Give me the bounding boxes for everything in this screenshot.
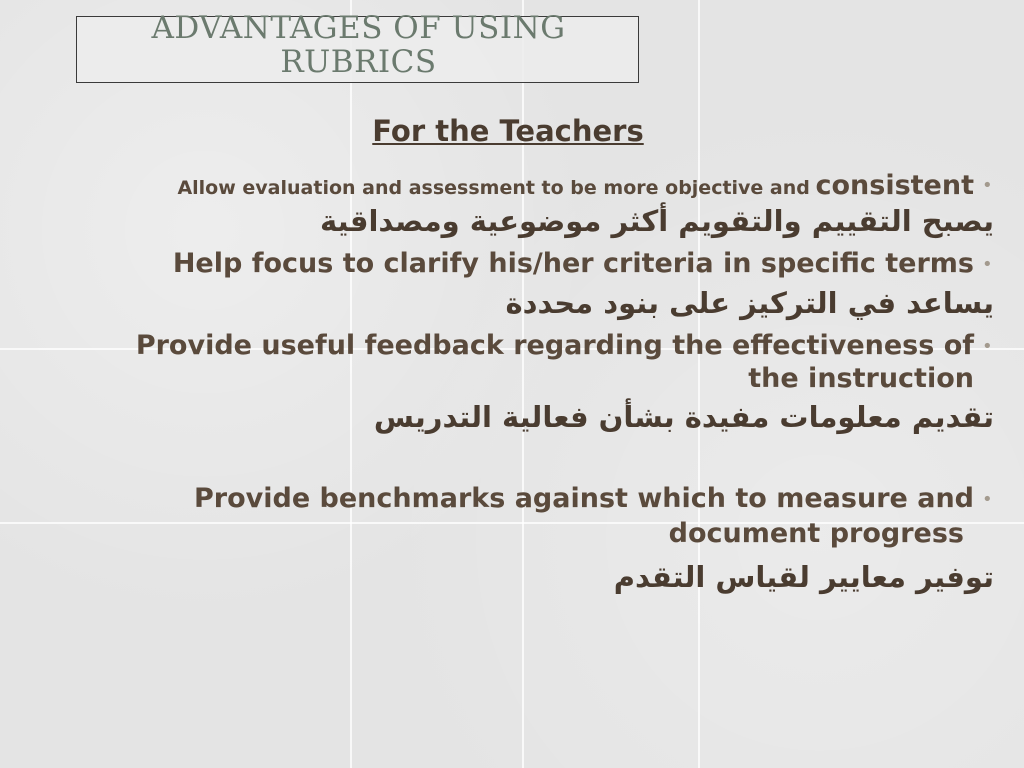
bullet-point-1: •	[982, 175, 993, 196]
point-2-english: Help focus to clarify his/her criteria in specific terms	[172, 248, 974, 279]
bullet-point-3: •	[982, 336, 993, 357]
point-4-english-line2: document progress	[668, 518, 964, 549]
point-1-arabic: يصبح التقييم والتقويم أكثر موضوعية ومصداقية	[320, 204, 994, 238]
slide-title	[77, 11, 640, 79]
point-1-english-part1: Allow evaluation and assessment to be more objective and	[177, 177, 810, 199]
point-4-arabic: توفير معايير لقياس التقدم	[613, 560, 994, 594]
point-1-english	[177, 170, 974, 201]
point-3-arabic: تقديم معلومات مفيدة بشأن فعالية التدريس	[373, 400, 994, 434]
title-box	[76, 10, 639, 83]
point-3-english-line1: Provide useful feedback regarding the effectiveness of	[135, 330, 974, 361]
bullet-point-4: •	[982, 489, 993, 510]
section-heading: For the Teachers	[372, 114, 644, 148]
point-4-english-line1: Provide benchmarks against which to measure and	[193, 483, 974, 514]
slide-title-line2: RUBRICS	[280, 44, 437, 80]
point-1-english-part2: consistent	[815, 170, 974, 201]
slide-title-line1: ADVANTAGES OF USING	[151, 10, 566, 46]
point-2-arabic: يساعد في التركيز على بنود محددة	[505, 286, 994, 320]
bullet-point-2: •	[982, 254, 993, 275]
point-3-english-line2: the instruction	[748, 363, 974, 394]
